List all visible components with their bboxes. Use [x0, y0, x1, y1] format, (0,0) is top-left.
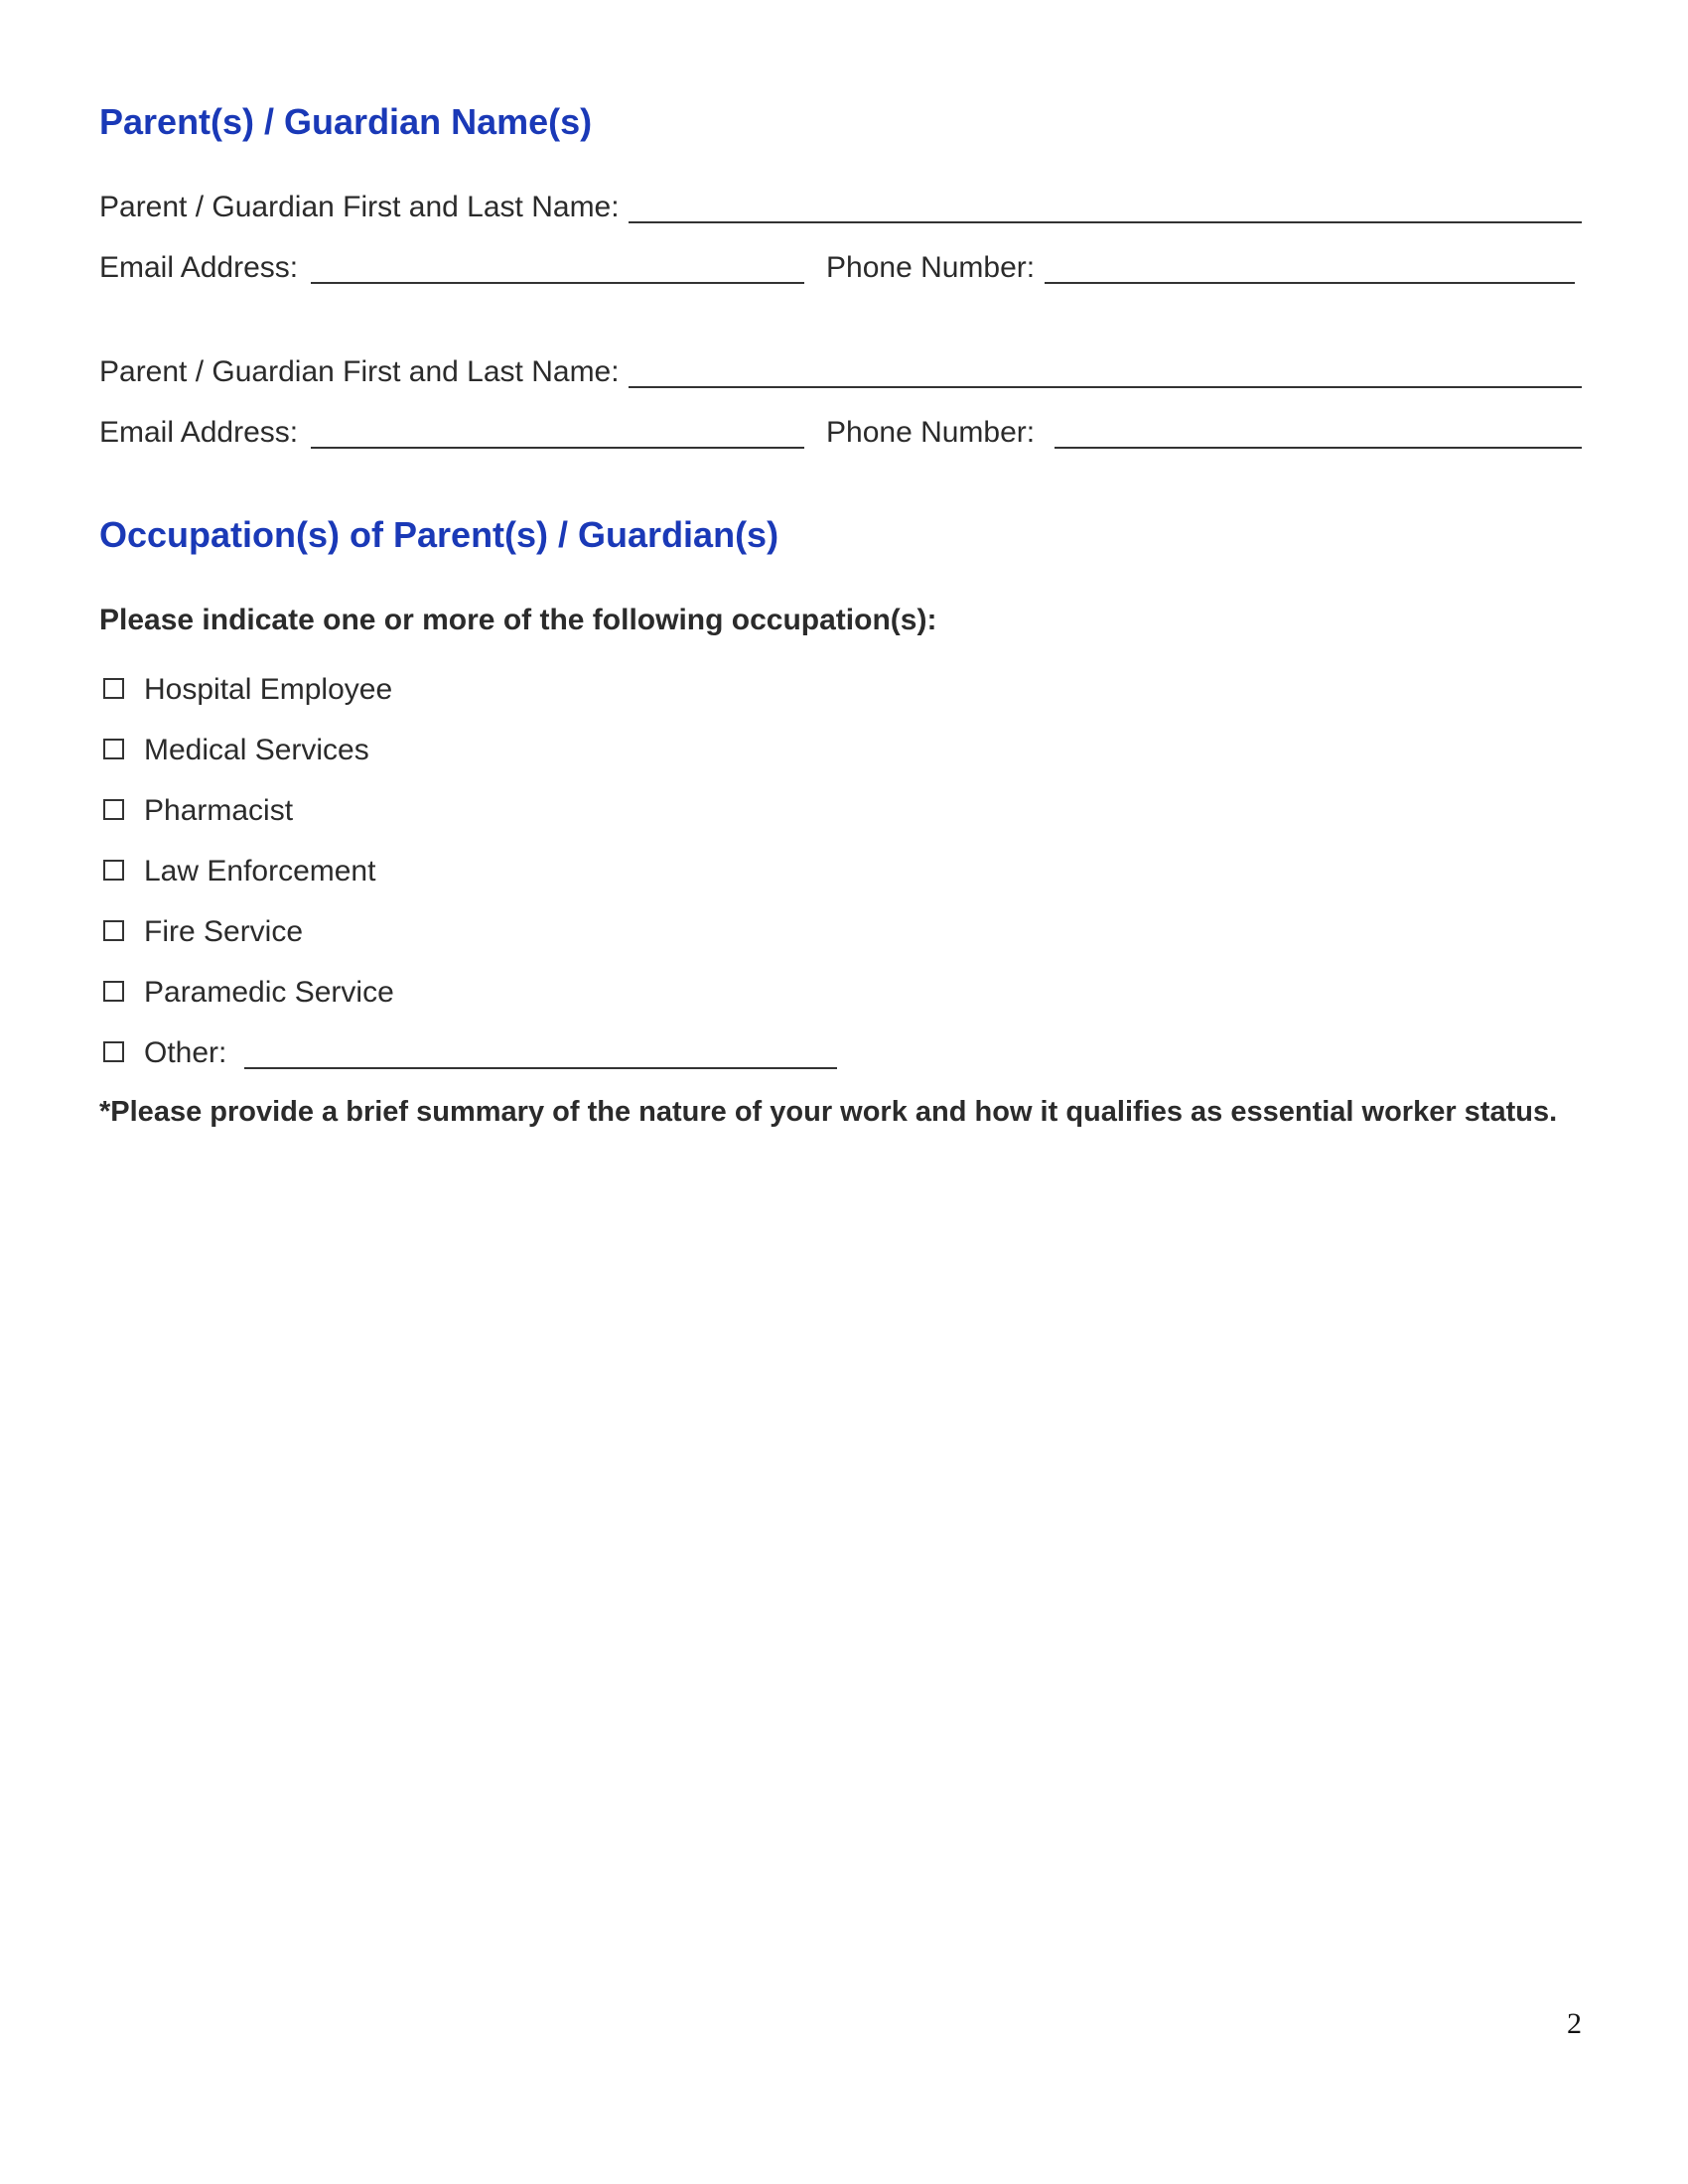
checkbox-paramedic-service[interactable]	[103, 981, 124, 1002]
section-title-parents: Parent(s) / Guardian Name(s)	[99, 101, 593, 142]
option-label-law-enforcement: Law Enforcement	[144, 855, 376, 887]
checkbox-pharmacist[interactable]	[103, 799, 124, 820]
parent2-name-field[interactable]	[629, 386, 1582, 388]
parent2-name-label: Parent / Guardian First and Last Name:	[99, 355, 620, 388]
page-number: 2	[1567, 2007, 1582, 2040]
checkbox-medical-services[interactable]	[103, 739, 124, 759]
occupation-instruction: Please indicate one or more of the following occupation(s):	[99, 604, 937, 636]
parent1-name-field[interactable]	[629, 221, 1582, 223]
option-label-pharmacist: Pharmacist	[144, 794, 294, 827]
parent2-email-label: Email Address:	[99, 416, 299, 449]
checkbox-fire-service[interactable]	[103, 920, 124, 941]
checkbox-other[interactable]	[103, 1041, 124, 1062]
option-label-fire-service: Fire Service	[144, 915, 304, 948]
parent1-name-label: Parent / Guardian First and Last Name:	[99, 191, 620, 223]
option-label-paramedic-service: Paramedic Service	[144, 976, 394, 1009]
parent2-email-field[interactable]	[311, 447, 804, 449]
parent2-phone-label: Phone Number:	[826, 416, 1036, 449]
parent1-email-label: Email Address:	[99, 251, 299, 284]
checkbox-hospital-employee[interactable]	[103, 678, 124, 699]
parent2-phone-field[interactable]	[1055, 447, 1582, 449]
essential-worker-note: *Please provide a brief summary of the nature of your work and how it qualifies as essential worker status.	[99, 1096, 1558, 1128]
checkbox-law-enforcement[interactable]	[103, 860, 124, 881]
option-label-other: Other:	[144, 1036, 227, 1069]
parent1-email-field[interactable]	[311, 282, 804, 284]
other-occupation-field[interactable]	[244, 1067, 837, 1069]
option-label-medical-services: Medical Services	[144, 734, 369, 766]
parent1-phone-label: Phone Number:	[826, 251, 1036, 284]
parent1-phone-field[interactable]	[1045, 282, 1575, 284]
section-title-occupations: Occupation(s) of Parent(s) / Guardian(s)	[99, 514, 779, 555]
option-label-hospital-employee: Hospital Employee	[144, 673, 393, 706]
